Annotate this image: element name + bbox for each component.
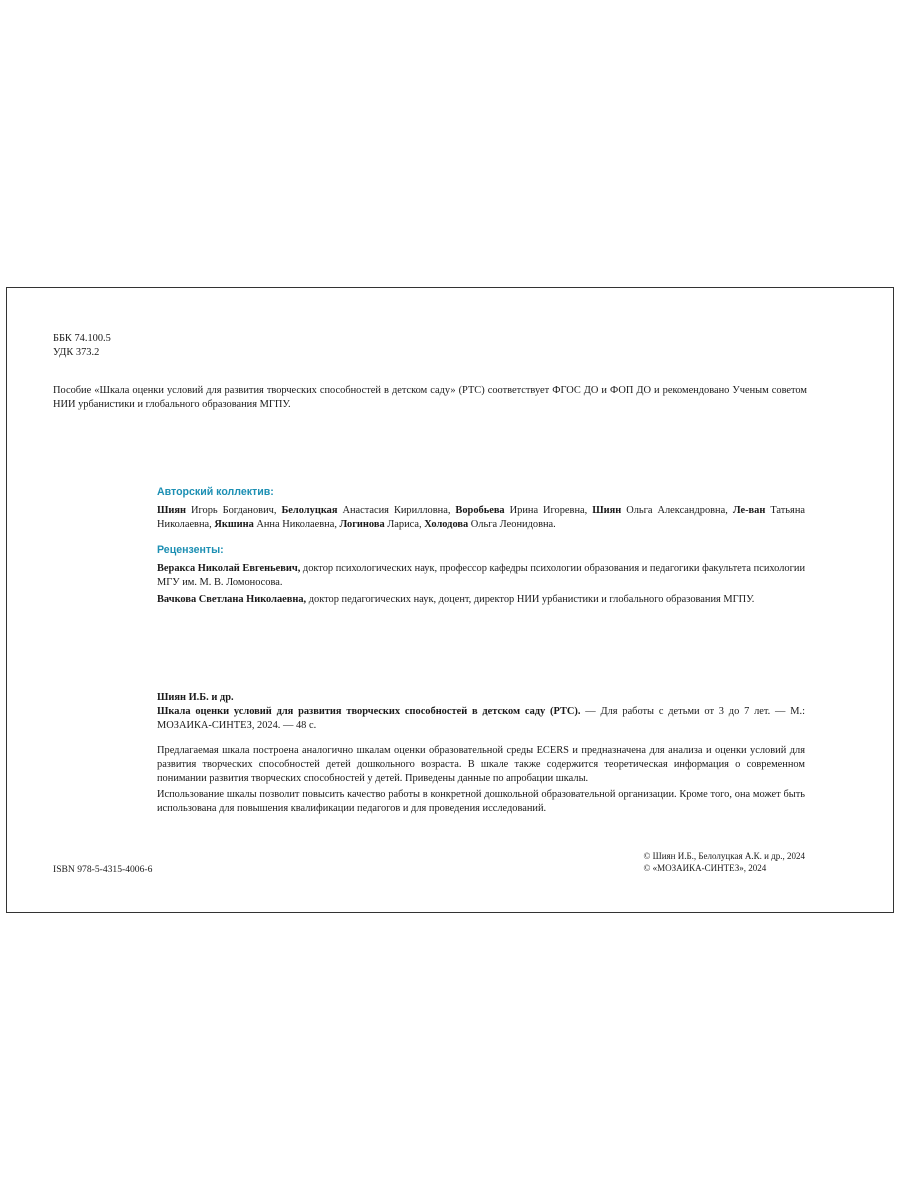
author-name: Лариса, <box>384 519 425 530</box>
reviewer-2-name: Вачкова Светлана Николаевна, <box>157 594 307 605</box>
reviewer-1-desc: доктор психологических наук, профессор кафедры психологии образования и педагогики факультета психологии МГУ им. М. В. Ломоносова. <box>157 563 806 588</box>
book-imprint-page <box>6 287 894 913</box>
bib-author-text: Шиян И.Б. и др. <box>157 692 234 703</box>
bbk-code: ББК 74.100.5 <box>53 333 111 344</box>
abstract-paragraph-2: Использование шкалы позволит повысить качество работы в конкретной дошкольной образовательной организации. Кроме того, она может быть использована для повышения квалификации педагогов и для проведения исследований. <box>157 789 805 814</box>
copyright-line-2: © «МОЗАИКА-СИНТЕЗ», 2024 <box>643 863 767 873</box>
isbn: ISBN 978-5-4315-4006-6 <box>53 864 153 875</box>
reviewers-heading: Рецензенты: <box>157 544 224 556</box>
authors-section <box>157 485 805 532</box>
author-name: Анна Николаевна, <box>253 519 340 530</box>
abstract <box>157 744 805 816</box>
author-name: Татьяна Николаевна, <box>157 505 805 530</box>
copyright-line-1: © Шиян И.Б., Белолуцкая А.К. и др., 2024 <box>643 851 805 861</box>
copyright <box>644 850 805 874</box>
reviewer-1 <box>157 562 805 590</box>
bib-rest: — Для работы с детьми от 3 до 7 лет. — М.: МОЗАИКА-СИНТЕЗ, 2024. — 48 с. <box>157 706 805 731</box>
author-surname: Якшина <box>214 519 254 530</box>
author-surname: Воробьева <box>455 505 505 516</box>
authors-list <box>157 504 805 532</box>
author-surname: Ле-ван <box>732 505 766 516</box>
reviewers-section <box>157 543 805 607</box>
author-name: Ольга Александровна, <box>621 505 733 516</box>
author-surname: Шиян <box>592 505 622 516</box>
bib-title: Шкала оценки условий для развития творческих способностей в детском саду (РТС). <box>157 706 581 717</box>
abstract-paragraph-1: Предлагаемая шкала построена аналогично шкалам оценки образовательной среды ECERS и предназначена для анализа и оценки условий для развития творческих способностей детей дошкольного возраста. В шкале также содержится теоретическая информация о современном понимании развития творческих способностей у детей. Приведены данные по апробации шкалы. <box>157 745 805 784</box>
bib-description <box>157 705 805 733</box>
author-surname: Холодова <box>424 519 469 530</box>
author-name: Анастасия Кирилловна, <box>337 505 456 516</box>
author-surname: Шиян <box>157 505 187 516</box>
authors-heading: Авторский коллектив: <box>157 486 274 498</box>
reviewer-2 <box>157 593 805 607</box>
udk-code: УДК 373.2 <box>53 347 100 358</box>
author-name: Ирина Игоревна, <box>504 505 593 516</box>
author-name: Игорь Богданович, <box>186 505 282 516</box>
reviewer-1-name: Веракса Николай Евгеньевич, <box>157 563 301 574</box>
recommendation-note: Пособие «Шкала оценки условий для развития творческих способностей в детском саду» (РТС) соответствует ФГОС ДО и ФОП ДО и рекомендовано Ученым советом НИИ урбанистики и глобального образования МГПУ. <box>53 385 807 410</box>
reviewer-2-desc: доктор педагогических наук, доцент, директор НИИ урбанистики и глобального образования МГПУ. <box>306 594 755 605</box>
author-surname: Логинова <box>339 519 385 530</box>
author-name: Ольга Леонидовна. <box>468 519 556 530</box>
bib-author <box>157 691 805 705</box>
classification-codes <box>53 332 111 360</box>
bibliographic-record <box>157 691 805 733</box>
author-surname: Белолуцкая <box>281 505 338 516</box>
